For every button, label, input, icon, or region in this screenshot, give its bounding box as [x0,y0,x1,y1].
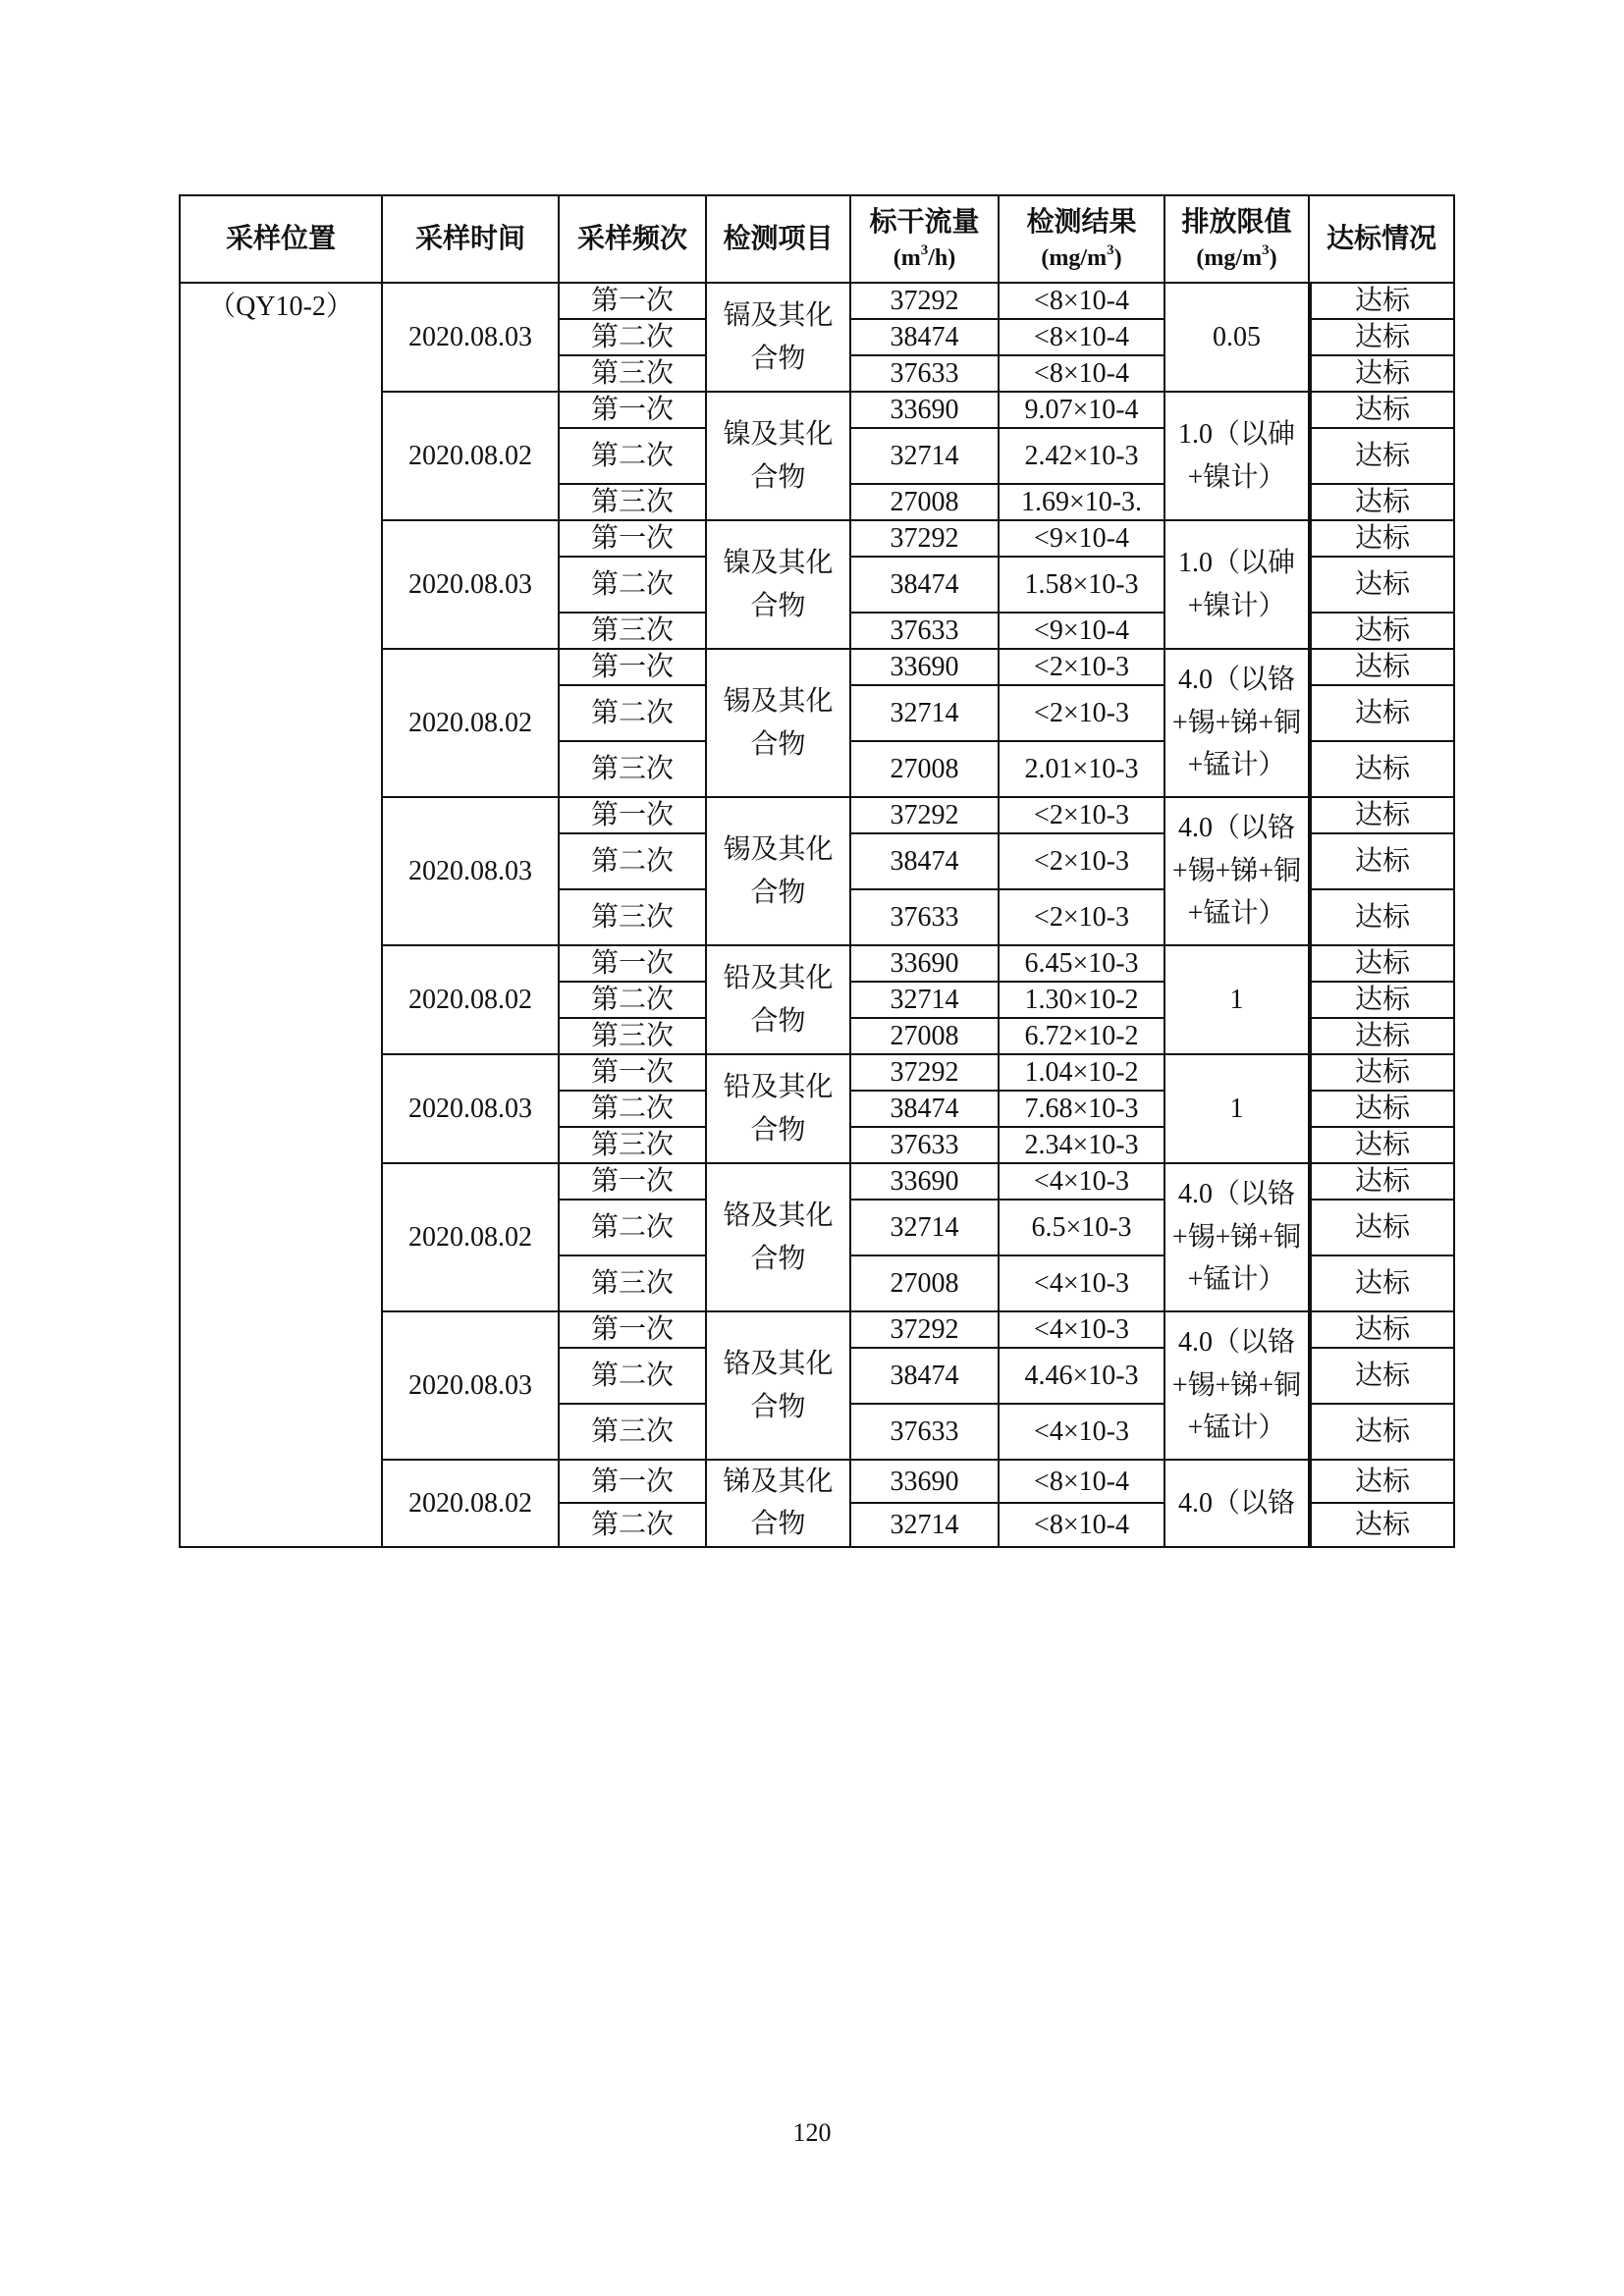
result-value: <4×10-3 [1000,1405,1165,1461]
result-value: 1.58×10-3 [1000,558,1165,614]
sampling-frequency: 第一次 [560,1461,707,1504]
emission-limit: 1.0（以砷+镍计） [1165,521,1310,650]
sampling-date: 2020.08.03 [383,1312,560,1461]
sampling-frequency: 第三次 [560,485,707,521]
emission-limit: 0.05 [1165,284,1310,393]
result-value: 9.07×10-4 [1000,393,1165,429]
flow-value: 27008 [851,742,1000,798]
test-item: 锡及其化合物 [707,650,851,798]
result-value: <8×10-4 [1000,284,1165,320]
sampling-frequency: 第三次 [560,742,707,798]
compliance-status: 达标 [1310,1092,1455,1128]
sampling-frequency: 第一次 [560,393,707,429]
emission-limit: 4.0（以铬+锡+锑+铜+锰计） [1165,798,1310,946]
emission-limit: 1 [1165,946,1310,1055]
result-value: <8×10-4 [1000,356,1165,393]
test-item: 锡及其化合物 [707,798,851,946]
sampling-date: 2020.08.03 [383,1055,560,1164]
compliance-status: 达标 [1310,320,1455,356]
sampling-frequency: 第二次 [560,320,707,356]
compliance-status: 达标 [1310,890,1455,946]
sampling-frequency: 第一次 [560,1312,707,1349]
result-value: 6.45×10-3 [1000,946,1165,983]
flow-value: 33690 [851,1164,1000,1201]
compliance-status: 达标 [1310,1019,1455,1055]
flow-value: 33690 [851,1461,1000,1504]
sampling-frequency: 第二次 [560,834,707,890]
result-value: 6.5×10-3 [1000,1201,1165,1256]
compliance-status: 达标 [1310,983,1455,1019]
result-value: <9×10-4 [1000,614,1165,650]
emission-limit: 4.0（以铬+锡+锑+铜+锰计） [1165,650,1310,798]
sampling-frequency: 第二次 [560,983,707,1019]
flow-value: 37633 [851,1128,1000,1164]
test-item: 镍及其化合物 [707,521,851,650]
sampling-location: （QY10-2） [181,284,383,1548]
flow-value: 27008 [851,485,1000,521]
result-value: <8×10-4 [1000,320,1165,356]
emission-limit: 4.0（以铬+锡+锑+铜+锰计） [1165,1164,1310,1312]
result-value: <2×10-3 [1000,834,1165,890]
sampling-frequency: 第一次 [560,1164,707,1201]
flow-value: 27008 [851,1256,1000,1312]
result-value: <4×10-3 [1000,1256,1165,1312]
result-value: 2.01×10-3 [1000,742,1165,798]
sampling-frequency: 第一次 [560,1055,707,1092]
sampling-frequency: 第二次 [560,1349,707,1405]
result-value: 2.42×10-3 [1000,429,1165,485]
emission-limit: 1 [1165,1055,1310,1164]
compliance-status: 达标 [1310,1201,1455,1256]
flow-value: 37633 [851,356,1000,393]
compliance-status: 达标 [1310,356,1455,393]
result-value: <2×10-3 [1000,798,1165,834]
sampling-frequency: 第一次 [560,650,707,686]
compliance-status: 达标 [1310,1349,1455,1405]
header-flow: 标干流量 $(m^3/h)$ [851,196,1000,284]
compliance-status: 达标 [1310,650,1455,686]
test-item: 铅及其化合物 [707,946,851,1055]
page-number: 120 [792,2118,832,2147]
sampling-frequency: 第三次 [560,356,707,393]
header-time: 采样时间 [383,196,560,284]
flow-value: 33690 [851,393,1000,429]
compliance-status: 达标 [1310,1256,1455,1312]
flow-value: 32714 [851,686,1000,742]
compliance-status: 达标 [1310,686,1455,742]
result-value: <2×10-3 [1000,650,1165,686]
sampling-date: 2020.08.02 [383,650,560,798]
result-value: <9×10-4 [1000,521,1165,558]
sampling-frequency: 第二次 [560,1504,707,1547]
emission-limit: 1.0（以砷+镍计） [1165,393,1310,521]
compliance-status: 达标 [1310,834,1455,890]
compliance-status: 达标 [1310,429,1455,485]
compliance-status: 达标 [1310,1405,1455,1461]
header-location: 采样位置 [181,196,383,284]
compliance-status: 达标 [1310,1504,1455,1547]
flow-value: 32714 [851,983,1000,1019]
table-row [181,284,1455,320]
result-value: 4.46×10-3 [1000,1349,1165,1405]
flow-value: 37633 [851,890,1000,946]
sampling-date: 2020.08.03 [383,284,560,393]
sampling-frequency: 第一次 [560,798,707,834]
sampling-frequency: 第一次 [560,284,707,320]
compliance-status: 达标 [1310,393,1455,429]
flow-value: 32714 [851,1504,1000,1547]
sampling-frequency: 第二次 [560,1201,707,1256]
test-item: 镉及其化合物 [707,284,851,393]
result-value: 7.68×10-3 [1000,1092,1165,1128]
result-value: 1.69×10-3. [1000,485,1165,521]
result-value: <2×10-3 [1000,890,1165,946]
result-value: 2.34×10-3 [1000,1128,1165,1164]
emission-limit: 4.0（以铬+锡+锑+铜+锰计） [1165,1312,1310,1461]
sampling-frequency: 第一次 [560,521,707,558]
flow-value: 37633 [851,614,1000,650]
table-body [181,284,1455,1548]
sampling-frequency: 第三次 [560,1128,707,1164]
flow-value: 38474 [851,320,1000,356]
flow-value: 38474 [851,1349,1000,1405]
sampling-date: 2020.08.02 [383,946,560,1055]
result-value: 1.04×10-2 [1000,1055,1165,1092]
compliance-status: 达标 [1310,798,1455,834]
flow-value: 37292 [851,1312,1000,1349]
sampling-frequency: 第三次 [560,1256,707,1312]
sampling-date: 2020.08.03 [383,521,560,650]
test-item: 铅及其化合物 [707,1055,851,1164]
sampling-frequency: 第二次 [560,1092,707,1128]
compliance-status: 达标 [1310,521,1455,558]
compliance-status: 达标 [1310,1055,1455,1092]
header-status: 达标情况 [1310,196,1455,284]
flow-value: 27008 [851,1019,1000,1055]
sampling-frequency: 第二次 [560,686,707,742]
compliance-status: 达标 [1310,1164,1455,1201]
result-value: 6.72×10-2 [1000,1019,1165,1055]
sampling-date: 2020.08.03 [383,798,560,946]
result-value: <4×10-3 [1000,1312,1165,1349]
emission-limit: 4.0（以铬 [1165,1461,1310,1548]
compliance-status: 达标 [1310,1128,1455,1164]
test-item: 铬及其化合物 [707,1164,851,1312]
compliance-status: 达标 [1310,1312,1455,1349]
sampling-date: 2020.08.02 [383,393,560,521]
result-value: 1.30×10-2 [1000,983,1165,1019]
sampling-frequency: 第二次 [560,429,707,485]
sampling-frequency: 第三次 [560,890,707,946]
sampling-frequency: 第三次 [560,614,707,650]
result-value: <2×10-3 [1000,686,1165,742]
header-item: 检测项目 [707,196,851,284]
compliance-status: 达标 [1310,558,1455,614]
result-value: <8×10-4 [1000,1504,1165,1547]
flow-value: 37633 [851,1405,1000,1461]
sampling-frequency: 第一次 [560,946,707,983]
compliance-status: 达标 [1310,284,1455,320]
monitoring-results-table [179,194,1455,1548]
sampling-frequency: 第三次 [560,1019,707,1055]
result-value: <4×10-3 [1000,1164,1165,1201]
flow-value: 37292 [851,798,1000,834]
sampling-frequency: 第三次 [560,1405,707,1461]
header-row [181,196,1455,284]
header-limit: 排放限值 $(mg/m^3)$ [1165,196,1310,284]
test-item: 锑及其化合物 [707,1461,851,1548]
compliance-status: 达标 [1310,1461,1455,1504]
flow-value: 33690 [851,650,1000,686]
test-item: 镍及其化合物 [707,393,851,521]
flow-value: 32714 [851,429,1000,485]
compliance-status: 达标 [1310,614,1455,650]
flow-value: 38474 [851,1092,1000,1128]
test-item: 铬及其化合物 [707,1312,851,1461]
sampling-frequency: 第二次 [560,558,707,614]
header-result: 检测结果 $(mg/m^3)$ [1000,196,1165,284]
header-frequency: 采样频次 [560,196,707,284]
flow-value: 37292 [851,521,1000,558]
compliance-status: 达标 [1310,485,1455,521]
flow-value: 37292 [851,284,1000,320]
flow-value: 37292 [851,1055,1000,1092]
result-value: <8×10-4 [1000,1461,1165,1504]
compliance-status: 达标 [1310,946,1455,983]
flow-value: 38474 [851,834,1000,890]
flow-value: 33690 [851,946,1000,983]
flow-value: 38474 [851,558,1000,614]
flow-value: 32714 [851,1201,1000,1256]
sampling-date: 2020.08.02 [383,1461,560,1548]
sampling-date: 2020.08.02 [383,1164,560,1312]
compliance-status: 达标 [1310,742,1455,798]
